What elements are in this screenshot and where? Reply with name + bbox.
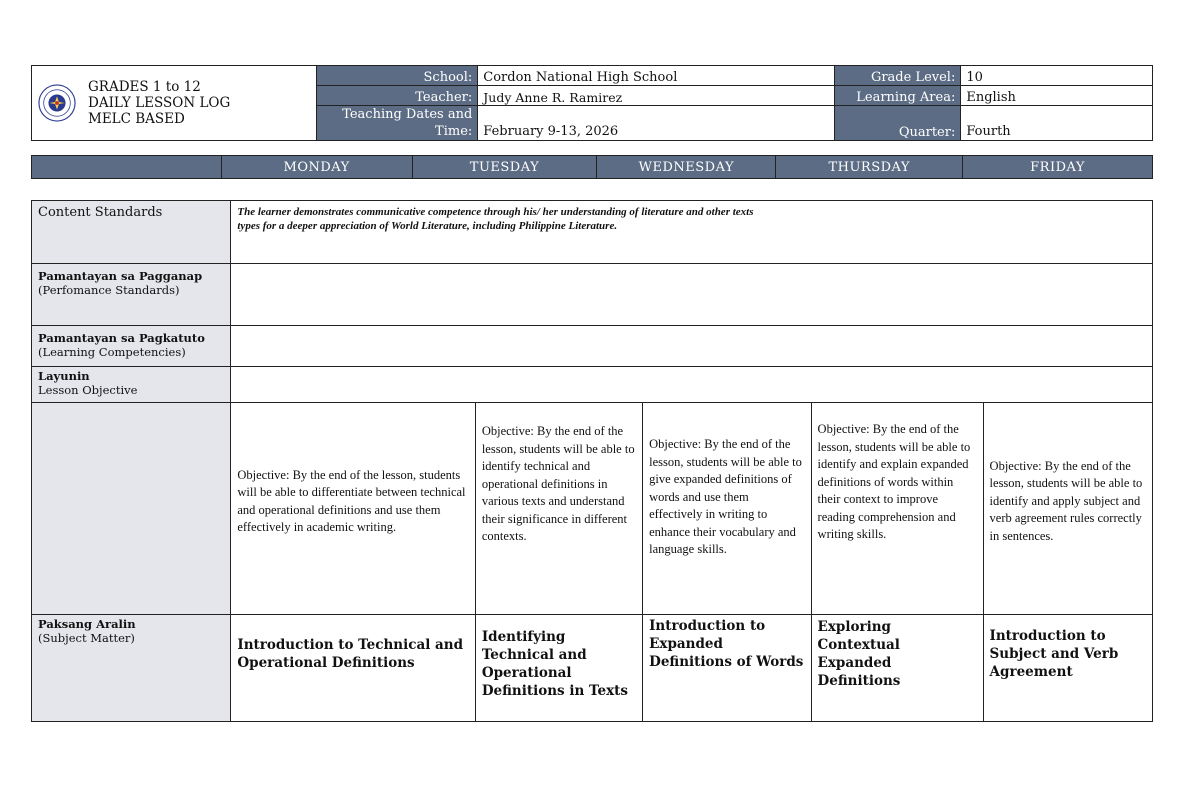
topic-friday: Introduction to Subject and Verb Agreement — [983, 615, 1152, 722]
label-sub: (Perfomance Standards) — [38, 283, 180, 297]
lesson-log-table — [31, 200, 1153, 722]
table-row — [32, 326, 1153, 367]
title-line: MELC BASED — [88, 111, 185, 127]
day-tuesday: TUESDAY — [412, 156, 597, 179]
content-standards-text — [231, 201, 1153, 264]
objective-tuesday: Objective: By the end of the lesson, students will be able to identify technical and operational definitions in various texts and understand their significance in different contexts. — [475, 403, 642, 615]
day-monday: MONDAY — [221, 156, 412, 179]
objective-thursday: Objective: By the end of the lesson, students will be able to identify and explain expanded definitions of words within their context to improve reading comprehension and writing skills. — [811, 403, 983, 615]
quarter-label: Quarter: — [834, 105, 961, 140]
label-sub: (Learning Competencies) — [38, 345, 186, 359]
table-row — [32, 264, 1153, 326]
header-logo-cell — [32, 66, 317, 141]
performance-standards-cell[interactable] — [231, 264, 1153, 326]
title-line: DAILY LESSON LOG — [88, 95, 231, 111]
header-table — [31, 65, 1153, 141]
day-wednesday: WEDNESDAY — [597, 156, 776, 179]
dates-label-line: Teaching Dates and — [342, 107, 473, 122]
subject-matter-label — [32, 615, 231, 722]
table-row — [32, 615, 1153, 722]
label-sub: (Subject Matter) — [38, 631, 135, 645]
school-label: School: — [316, 66, 478, 86]
objective-wednesday: Objective: By the end of the lesson, students will be able to give expanded definitions of words and use them effectively in writing to enhance their vocabulary and language skills. — [643, 403, 811, 615]
learning-area-label: Learning Area: — [834, 86, 961, 105]
content-standards-line: The learner demonstrates communicative competence through his/ her understanding of literature and other texts — [237, 206, 754, 218]
day-friday: FRIDAY — [963, 156, 1153, 179]
header-title — [88, 79, 230, 127]
day-header-blank — [32, 156, 222, 179]
school-value: Cordon National High School — [478, 66, 834, 86]
label-bold: Paksang Aralin — [38, 617, 136, 631]
teaching-dates-value: February 9-13, 2026 — [478, 105, 834, 140]
grade-level-value: 10 — [961, 66, 1153, 86]
lesson-objective-cell[interactable] — [231, 367, 1153, 403]
title-line: GRADES 1 to 12 — [88, 79, 201, 95]
label-sub: Lesson Objective — [38, 383, 138, 397]
teaching-dates-label — [316, 105, 478, 140]
grade-level-label: Grade Level: — [834, 66, 961, 86]
day-header-bar — [31, 155, 1153, 179]
teacher-value: Judy Anne R. Ramirez — [478, 86, 834, 105]
objective-monday: Objective: By the end of the lesson, students will be able to differentiate between technical and operational definitions and use them effectively in academic writing. — [231, 403, 475, 615]
topic-wednesday: Introduction to Expanded Definitions of Words — [643, 615, 811, 722]
objective-friday: Objective: By the end of the lesson, students will be able to identify and apply subject and verb agreement rules correctly in sentences. — [983, 403, 1152, 615]
quarter-value: Fourth — [961, 105, 1153, 140]
label-bold: Pamantayan sa Pagkatuto — [38, 331, 205, 345]
lesson-objective-label — [32, 367, 231, 403]
topic-monday: Introduction to Technical and Operational Definitions — [231, 615, 475, 722]
topic-thursday: Exploring Contextual Expanded Definitions — [811, 615, 983, 722]
day-thursday: THURSDAY — [776, 156, 963, 179]
content-standards-label: Content Standards — [32, 201, 231, 264]
learning-area-value: English — [961, 86, 1153, 105]
teacher-label: Teacher: — [316, 86, 478, 105]
objectives-label-blank — [32, 403, 231, 615]
topic-tuesday: Identifying Technical and Operational Definitions in Texts — [475, 615, 642, 722]
table-row — [32, 201, 1153, 264]
learning-competencies-cell[interactable] — [231, 326, 1153, 367]
learning-competencies-label — [32, 326, 231, 367]
label-bold: Pamantayan sa Pagganap — [38, 269, 203, 283]
deped-seal-icon — [38, 84, 76, 122]
dates-label-line: Time: — [435, 124, 473, 139]
table-row — [32, 403, 1153, 615]
content-standards-line: types for a deeper appreciation of World Literature, including Philippine Literature. — [237, 220, 618, 232]
table-row — [32, 367, 1153, 403]
label-bold: Layunin — [38, 369, 90, 383]
performance-standards-label — [32, 264, 231, 326]
